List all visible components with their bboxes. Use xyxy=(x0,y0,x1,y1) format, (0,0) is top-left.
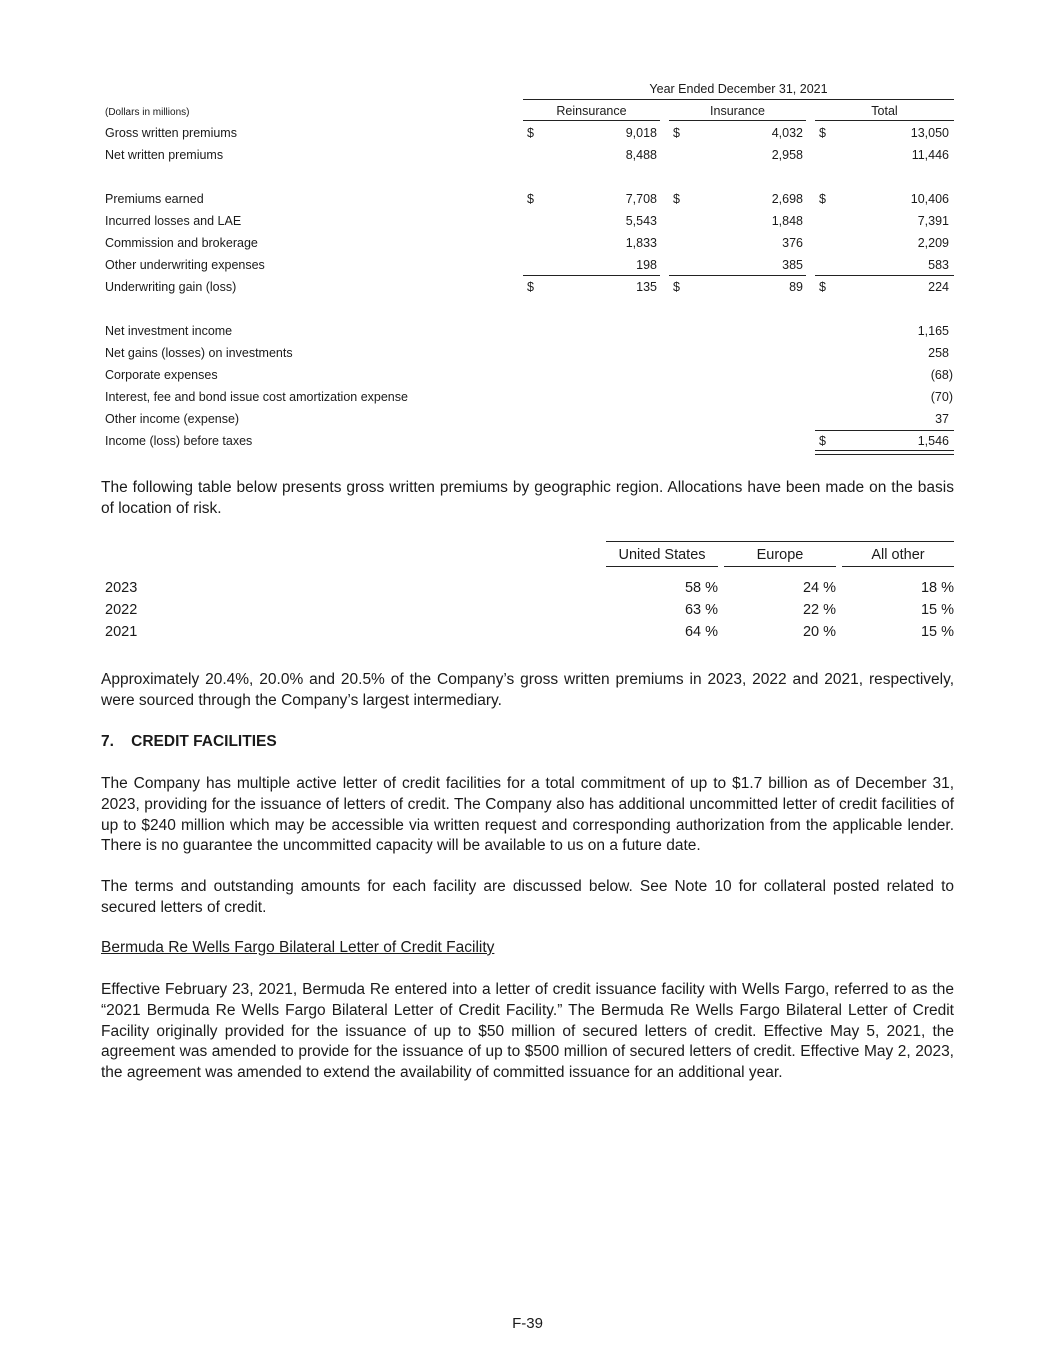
wells-fargo-facility-paragraph: Effective February 23, 2021, Bermuda Re entered into a letter of credit issuance facility with Wells Fargo, referred to as the “2021 Bermuda Re Wells Fargo Bilateral Letter of Credit Facility.” The Bermuda Re Wells Fargo Bilateral Letter of Credit Facility originally provided for the issuance of up to $50 million of secured letters of credit. Effective May 5, 2021, the agreement was amended to provide for the issuance of up to $500 million of secured letters of credit. Effective May 2, 2023, the agreement was amended to extend the availability of committed issuance for an additional year. xyxy=(101,981,954,1082)
total-value: (68) xyxy=(930,368,953,382)
total-value: 13,050 xyxy=(910,126,949,140)
table-row xyxy=(105,236,955,256)
total-value: 583 xyxy=(928,258,949,272)
currency-symbol: $ xyxy=(527,192,534,206)
col-header-total: Total xyxy=(871,104,898,118)
currency-symbol: $ xyxy=(673,126,680,140)
insurance-value: 2,698 xyxy=(771,192,803,206)
row-label: Other income (expense) xyxy=(105,412,240,426)
subtotal-rule-reinsurance xyxy=(523,275,660,276)
currency-symbol: $ xyxy=(819,192,826,206)
total-value: 37 xyxy=(935,412,949,426)
row-label: Income (loss) before taxes xyxy=(105,434,253,448)
col-header-rule-total xyxy=(815,120,954,121)
geo-col-header-all-other: All other xyxy=(871,547,925,563)
total-value: 10,406 xyxy=(910,192,949,206)
geo-value-europe: 24 % xyxy=(802,580,836,596)
income-top-rule xyxy=(815,430,954,431)
total-value: (70) xyxy=(930,390,953,404)
currency-symbol: $ xyxy=(673,192,680,206)
currency-symbol: $ xyxy=(527,126,534,140)
table-row xyxy=(105,148,955,168)
period-header-rule xyxy=(523,99,954,100)
reinsurance-value: 198 xyxy=(636,258,657,272)
table-row xyxy=(105,390,955,410)
income-double-rule xyxy=(815,450,954,455)
reinsurance-value: 8,488 xyxy=(625,148,657,162)
insurance-value: 376 xyxy=(782,236,803,250)
total-value: 11,446 xyxy=(911,148,949,162)
subheading-wells-fargo-facility: Bermuda Re Wells Fargo Bilateral Letter of Credit Facility xyxy=(101,939,495,956)
geo-value-us: 58 % xyxy=(684,580,718,596)
geo-year: 2022 xyxy=(105,602,138,618)
row-label: Other underwriting expenses xyxy=(105,258,265,272)
reinsurance-value: 1,833 xyxy=(625,236,657,250)
currency-symbol: $ xyxy=(527,280,534,294)
geo-col-header-united-states: United States xyxy=(618,547,706,563)
total-value: 2,209 xyxy=(917,236,949,250)
col-header-rule-reinsurance xyxy=(523,120,660,121)
col-header-insurance: Insurance xyxy=(710,104,765,118)
page-number: F-39 xyxy=(512,1315,543,1332)
col-header-reinsurance: Reinsurance xyxy=(556,104,627,118)
units-label: (Dollars in millions) xyxy=(105,107,190,118)
geo-value-other: 15 % xyxy=(920,602,954,618)
row-label: Net gains (losses) on investments xyxy=(105,346,293,360)
insurance-value: 385 xyxy=(782,258,803,272)
geo-header-rule-us xyxy=(606,566,718,567)
credit-facilities-paragraph-1: The Company has multiple active letter of credit facilities for a total commitment of up to $1.7 billion as of December 31, 2023, providing for the issuance of letters of credit. The Company also has additional uncommitted letter of credit facilities of up to $240 million which may be accessible via written request and corresponding authorization from the applicable lender. There is no guarantee the uncommitted capacity will be available to us on a future date. xyxy=(101,775,954,855)
col-header-rule-insurance xyxy=(669,120,806,121)
geo-value-europe: 22 % xyxy=(802,602,836,618)
row-label: Premiums earned xyxy=(105,192,204,206)
row-label: Commission and brokerage xyxy=(105,236,258,250)
section-heading-credit-facilities: 7. CREDIT FACILITIES xyxy=(101,733,277,750)
reinsurance-value: 9,018 xyxy=(625,126,657,140)
table-row xyxy=(105,126,955,146)
geo-col-header-europe: Europe xyxy=(756,547,804,563)
currency-symbol: $ xyxy=(819,126,826,140)
insurance-value: 1,848 xyxy=(771,214,803,228)
total-value: 1,165 xyxy=(917,324,949,338)
geo-value-us: 64 % xyxy=(684,624,718,640)
table-row xyxy=(105,346,955,366)
row-label: Interest, fee and bond issue cost amortization expense xyxy=(105,390,408,404)
geo-value-other: 18 % xyxy=(920,580,954,596)
geo-year: 2021 xyxy=(105,624,138,640)
reinsurance-value: 5,543 xyxy=(625,214,657,228)
row-label: Incurred losses and LAE xyxy=(105,214,242,228)
table-row xyxy=(105,192,955,212)
period-header: Year Ended December 31, 2021 xyxy=(649,82,828,96)
currency-symbol: $ xyxy=(819,280,826,294)
row-label: Net written premiums xyxy=(105,148,224,162)
intermediary-paragraph: Approximately 20.4%, 20.0% and 20.5% of the Company’s gross written premiums in 2023, 2022 and 2021, respectively, were sourced through the Company’s largest intermediary. xyxy=(101,671,954,709)
table-row xyxy=(105,324,955,344)
table-row xyxy=(105,412,955,432)
currency-symbol: $ xyxy=(673,280,680,294)
reinsurance-value: 7,708 xyxy=(625,192,657,206)
total-value: 224 xyxy=(928,280,949,294)
geo-header-rule-europe xyxy=(724,566,836,567)
geo-value-other: 15 % xyxy=(920,624,954,640)
currency-symbol: $ xyxy=(819,434,826,448)
subtotal-rule-insurance xyxy=(669,275,806,276)
insurance-value: 4,032 xyxy=(771,126,803,140)
geo-year: 2023 xyxy=(105,580,138,596)
insurance-value: 2,958 xyxy=(771,148,803,162)
table-row xyxy=(105,214,955,234)
total-value: 7,391 xyxy=(917,214,949,228)
reinsurance-value: 135 xyxy=(636,280,657,294)
credit-facilities-paragraph-2: The terms and outstanding amounts for each facility are discussed below. See Note 10 for collateral posted related to secured letters of credit. xyxy=(101,878,954,916)
table-row xyxy=(105,280,955,300)
total-value: 1,546 xyxy=(917,434,949,448)
row-label: Corporate expenses xyxy=(105,368,218,382)
insurance-value: 89 xyxy=(789,280,803,294)
geo-value-us: 63 % xyxy=(684,602,718,618)
subtotal-rule-total xyxy=(815,275,954,276)
row-label: Gross written premiums xyxy=(105,126,237,140)
table-row xyxy=(105,368,955,388)
geo-value-europe: 20 % xyxy=(802,624,836,640)
row-label: Net investment income xyxy=(105,324,233,338)
total-value: 258 xyxy=(928,346,949,360)
row-label: Underwriting gain (loss) xyxy=(105,280,237,294)
geo-header-rule-other xyxy=(842,566,954,567)
geo-header-top-rule xyxy=(606,541,954,542)
geo-intro-paragraph: The following table below presents gross written premiums by geographic region. Allocations have been made on the basis of location of risk. xyxy=(101,479,954,517)
